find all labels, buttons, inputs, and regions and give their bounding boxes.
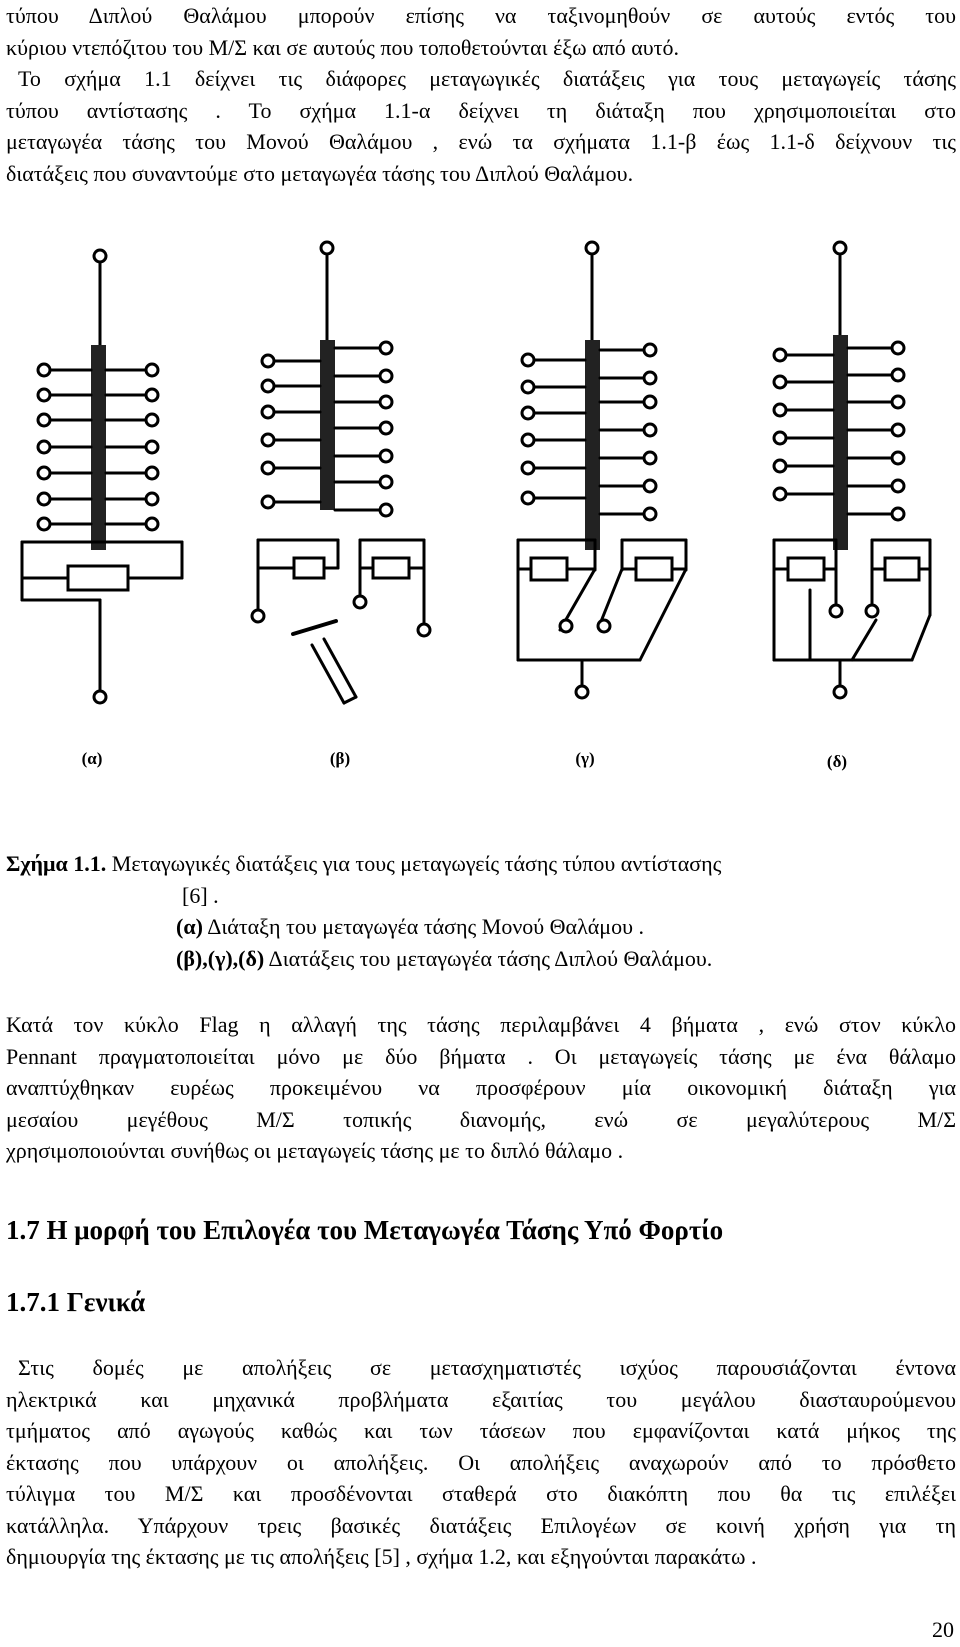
panel-label-a: (α) xyxy=(81,749,103,768)
page-number: 20 xyxy=(932,1617,954,1642)
figure-caption xyxy=(6,848,956,974)
text-line: δημιουργία της έκτασης με τις απολήξεις [5] , σχήμα 1.2, και εξηγούνται παρακάτω . xyxy=(6,1544,757,1569)
text-line: μεταγωγέα τάσης του Μονού Θαλάμου , ενώ τα σχήματα 1.1-β έως 1.1-δ δείχνουν τις xyxy=(6,129,956,154)
caption-bcd-text: Διατάξεις του μεταγωγέα τάσης Διπλού Θαλάμου. xyxy=(264,945,713,971)
panel-label-d: (δ) xyxy=(826,752,848,771)
panel-label-c: (γ) xyxy=(575,749,595,768)
text-line: τύλιγμα του Μ/Σ και προσδένονται σταθερά στο διακόπτη που θα τις επιλέξει xyxy=(6,1481,956,1506)
text-line: Κατά τον κύκλο Flag η αλλαγή της τάσης περιλαμβάνει 4 βήματα , ενώ στον κύκλο xyxy=(6,1012,956,1037)
text-line: Pennant πραγματοποιείται μόνο με δύο βήματα . Οι μεταγωγείς τάσης με ένα θάλαμο xyxy=(6,1043,956,1069)
text-line: τμήματος από αγωγούς καθώς και των τάσεων που εμφανίζονται κατά μήκος της xyxy=(6,1418,956,1443)
top-paragraph xyxy=(6,0,956,189)
text-line: κατάλληλα. Υπάρχουν τρεις βασικές διατάξεις Επιλογέων σε κοινή χρήση για τη xyxy=(6,1512,956,1538)
text-line: μεσαίου μεγέθους Μ/Σ τοπικής διανομής, ενώ σε μεγαλύτερους Μ/Σ xyxy=(6,1106,956,1132)
diagram-panel-b xyxy=(252,242,430,703)
caption-a-label: (α) xyxy=(176,914,203,939)
caption-label: Σχήμα 1.1. xyxy=(6,851,107,876)
diagram-panel-a xyxy=(22,250,182,703)
panel-label-b: (β) xyxy=(329,749,351,768)
text-line: Στις δομές με απολήξεις σε μετασχηματιστές ισχύος παρουσιάζονται έντονα xyxy=(18,1355,956,1380)
diagram-panel-c xyxy=(518,242,686,698)
diagram-panel-d xyxy=(774,242,930,698)
section-heading: 1.7 Η μορφή του Επιλογέα του Μεταγωγέα Τάσης Υπό Φορτίο xyxy=(6,1215,724,1245)
text-line: τύπου αντίστασης . Το σχήμα 1.1-α δείχνει τη διάταξη που χρησιμοποιείται στο xyxy=(6,97,956,123)
text-line: διατάξεις που συναντούμε στο μεταγωγέα τάσης του Διπλού Θαλάμου. xyxy=(6,160,634,186)
text-line: Το σχήμα 1.1 δείχνει τις διάφορες μεταγωγικές διατάξεις για τους μεταγωγείς τάσης xyxy=(18,66,956,91)
text-line: χρησιμοποιούνται συνήθως οι μεταγωγείς τάσης με το διπλό θάλαμο . xyxy=(6,1138,624,1163)
text-line: ηλεκτρικά και μηχανικά προβλήματα εξαιτίας του μεγάλου διασταυρούμενου xyxy=(6,1386,956,1412)
subsection-heading: 1.7.1 Γενικά xyxy=(6,1287,146,1317)
switching-arrangements-figure xyxy=(0,240,960,820)
middle-paragraph xyxy=(6,1009,956,1167)
caption-text: Μεταγωγικές διατάξεις για τους μεταγωγείς τάσης τύπου αντίστασης xyxy=(106,851,722,876)
text-line: αναπτύχθηκαν ευρέως προκειμένου να προσφέρουν μία οικονομική διάταξη για xyxy=(6,1075,956,1100)
text-line: κύριου ντεπόζιτου του Μ/Σ και σε αυτούς που τοποθετούνται έξω από αυτό. xyxy=(6,34,679,60)
caption-bcd-label: (β),(γ),(δ) xyxy=(176,945,265,971)
text-line: τύπου Διπλού Θαλάμου μπορούν επίσης να ταξινομηθούν σε αυτούς εντός του xyxy=(6,3,956,28)
bottom-paragraph xyxy=(6,1352,956,1573)
text-line: έκτασης που υπάρχουν οι απολήξεις. Οι απολήξεις αναχωρούν από το πρόσθετο xyxy=(6,1449,956,1475)
caption-a-text: Διάταξη του μεταγωγέα τάσης Μονού Θαλάμου . xyxy=(202,914,644,939)
caption-reference: [6] . xyxy=(182,882,219,908)
